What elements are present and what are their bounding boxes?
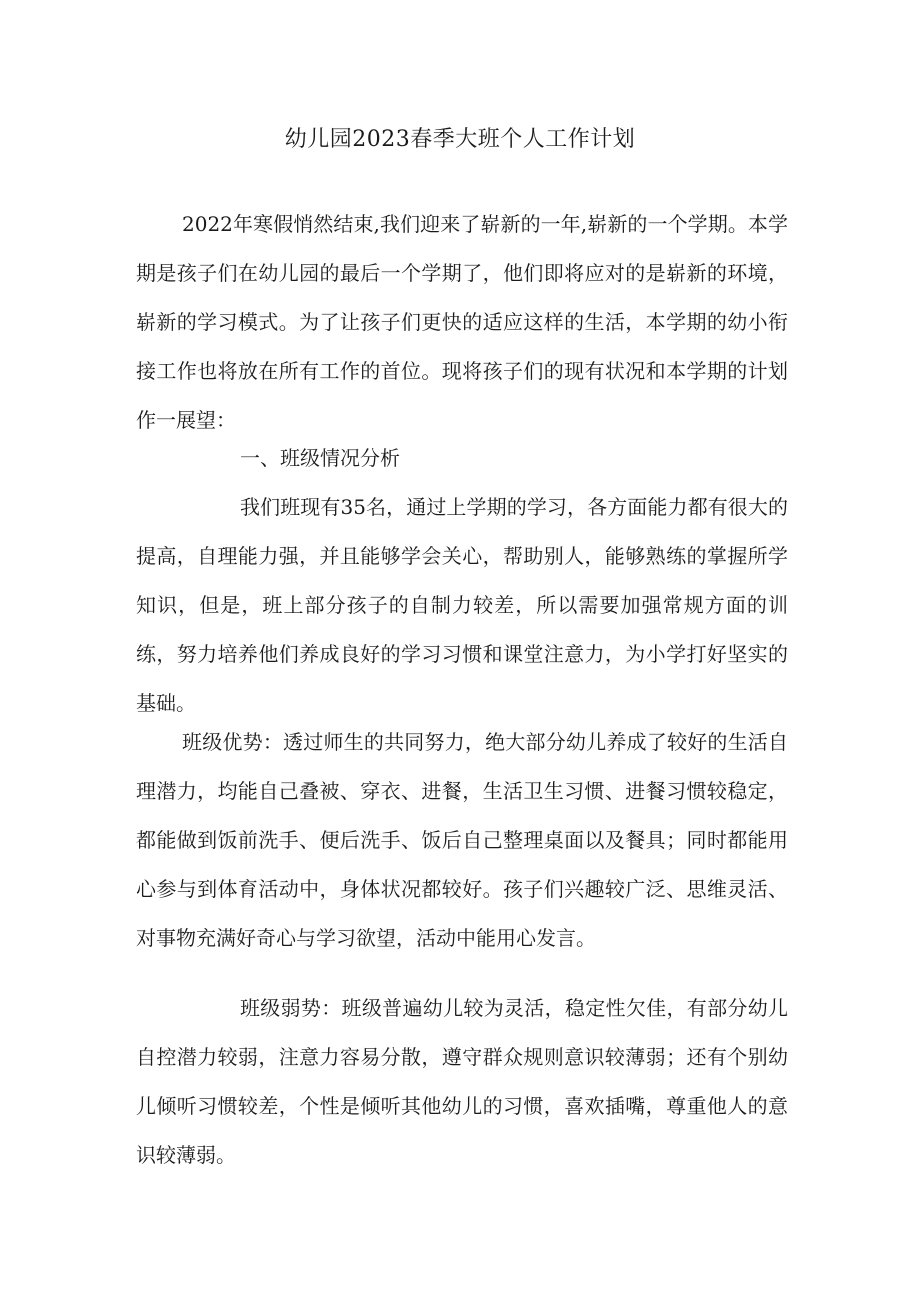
class-overview-paragraph: 我们班现有35名，通过上学期的学习，各方面能力都有很大的提高，自理能力强，并且能够学会关心，帮助别人，能够熟练的掌握所学知识，但是，班上部分孩子的自制力较差，所以需要加强常规方面的训练，努力培养他们养成良好的学习习惯和课堂注意力，为小学打好坚实的基础。 — [136, 495, 788, 715]
class-weaknesses-paragraph: 班级弱势：班级普遍幼儿较为灵活，稳定性欠佳，有部分幼儿自控潜力较弱，注意力容易分散，遵守群众规则意识较薄弱；还有个别幼儿倾听习惯较差，个性是倾听其他幼儿的习惯，喜欢插嘴，尊重他人的意识较薄弱。 — [136, 996, 788, 1167]
class-strengths-paragraph: 班级优势：透过师生的共同努力，绝大部分幼儿养成了较好的生活自理潜力，均能自己叠被、穿衣、进餐，生活卫生习惯、进餐习惯较稳定，都能做到饭前洗手、便后洗手、饭后自己整理桌面以及餐具；同时都能用心参与到体育活动中，身体状况都较好。孩子们兴趣较广泛、思维灵活、对事物充满好奇心与学习欲望，活动中能用心发言。 — [136, 730, 788, 950]
document-title: 幼儿园2023春季大班个人工作计划 — [284, 127, 636, 152]
intro-paragraph: 2022年寒假悄然结束,我们迎来了崭新的一年,崭新的一个学期。本学期是孩子们在幼儿园的最后一个学期了，他们即将应对的是崭新的环境，崭新的学习模式。为了让孩子们更快的适应这样的生活，本学期的幼小衔接工作也将放在所有工作的首位。现将孩子们的现有状况和本学期的计划作一展望： — [136, 212, 788, 432]
section-heading-class-analysis: 一、班级情况分析 — [240, 446, 400, 470]
